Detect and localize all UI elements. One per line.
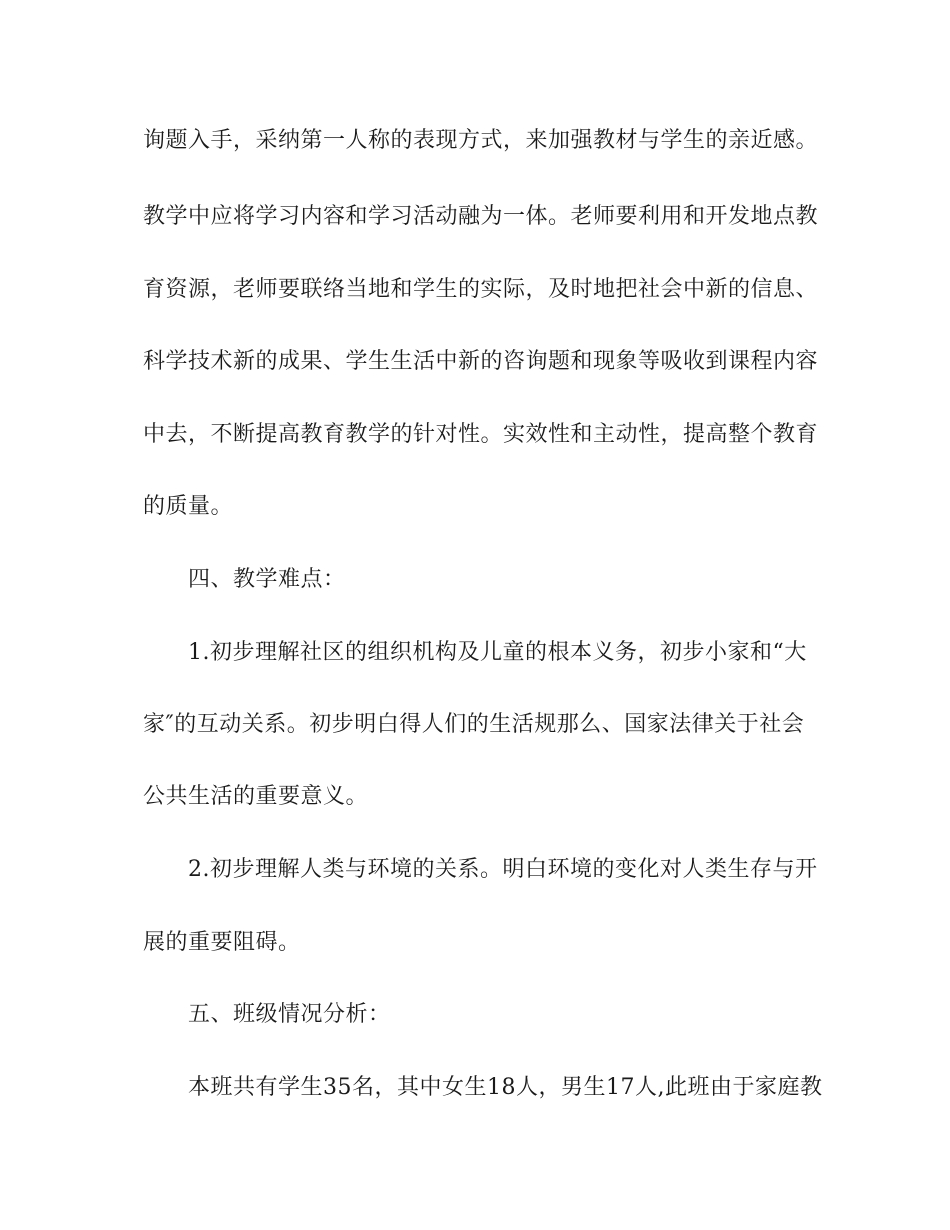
paragraph-line: 科学技术新的成果、学生生活中新的咨询题和现象等吸收到课程内容 [143,349,819,374]
paragraph-line: 教学中应将学习内容和学习活动融为一体。老师要利用和开发地点教 [143,204,819,229]
paragraph-line: 育资源，老师要联络当地和学生的实际，及时地把社会中新的信息、 [143,277,819,302]
paragraph-line: 中去，不断提高教育教学的针对性。实效性和主动性，提高整个教育 [143,422,819,447]
paragraph-line: 询题入手，采纳第一人称的表现方式，来加强教材与学生的亲近感。 [143,128,819,153]
paragraph-line: 本班共有学生35名，其中女生18人，男生17人,此班由于家庭教 [188,1075,823,1100]
paragraph-line: 家″的互动关系。初步明白得人们的生活规那么、国家法律关于社会 [143,712,805,737]
section-heading: 五、班级情况分析： [188,1002,391,1027]
paragraph-line: 的质量。 [143,494,234,519]
list-item-1: 1.初步理解社区的组织机构及儿童的根本义务，初步小家和“大 [188,640,807,665]
paragraph-line: 公共生活的重要意义。 [143,784,369,809]
section-heading: 四、教学难点： [188,567,346,592]
paragraph-line: 展的重要阻碍。 [143,930,301,955]
list-item-2: 2.初步理解人类与环境的关系。明白环境的变化对人类生存与开 [188,857,818,882]
